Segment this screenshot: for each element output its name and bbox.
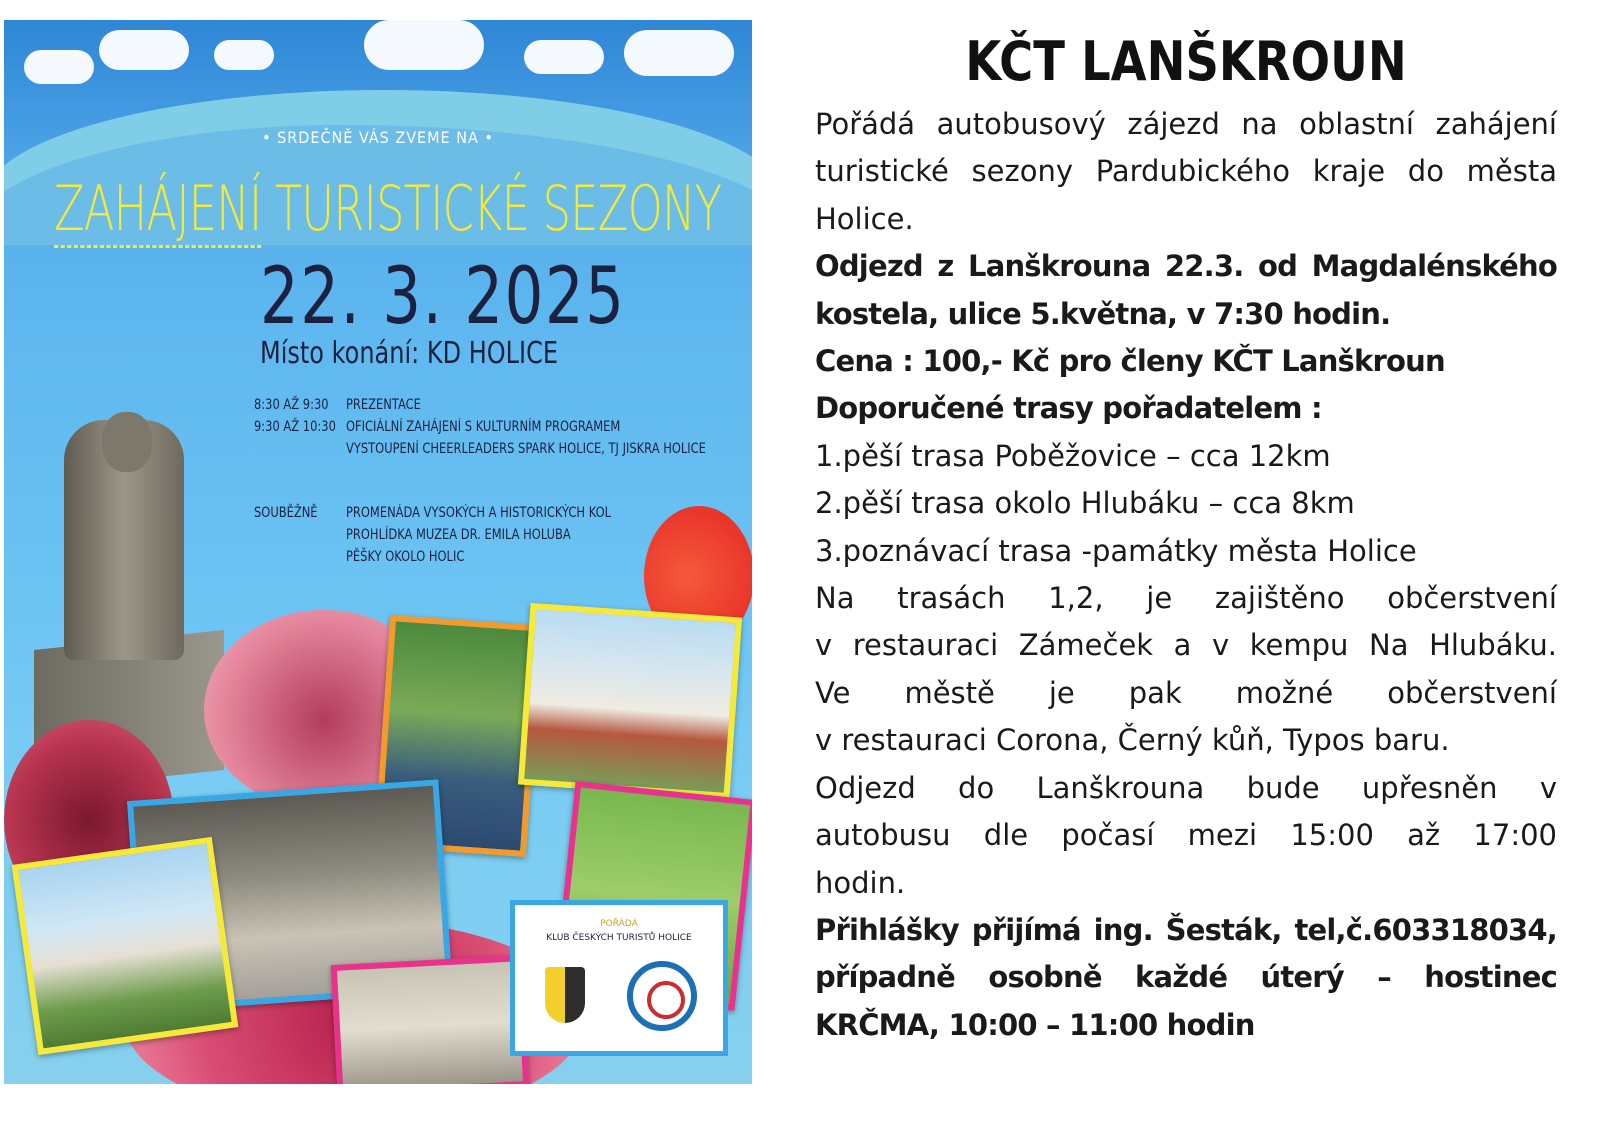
- concurrent-label: SOUBĚŽNĚ: [254, 505, 318, 521]
- route-item: 1.pěší trasa Poběžovice – cca 12km: [815, 438, 1331, 473]
- photo-cyclists: [331, 955, 530, 1084]
- poster-place: Místo konání: KD HOLICE: [260, 336, 558, 371]
- cloud: [99, 30, 189, 70]
- route-item: 2.pěší trasa okolo Hlubáku – cca 8km: [815, 486, 1355, 521]
- photo-town-view: [12, 837, 239, 1055]
- poster-date: 22. 3. 2025: [260, 252, 626, 342]
- text-line: Odjezd do Lanškrouna bude upřesněn v: [815, 770, 1557, 805]
- registration-line: případně osobně každé úterý – hostinec: [815, 960, 1557, 995]
- text-line: Na trasách 1,2, je zajištěno občerstvení: [815, 581, 1557, 616]
- poster-title-part1: ZAHÁJENÍ: [54, 172, 261, 248]
- text-line: v restauraci Corona, Černý kůň, Typos baru.: [815, 723, 1450, 758]
- schedule-item: VYSTOUPENÍ CHEERLEADERS SPARK HOLICE, TJ JISKRA HOLICE: [346, 441, 706, 457]
- holice-crest-icon: [545, 967, 585, 1023]
- event-poster: [4, 20, 752, 1084]
- schedule-time: 8:30 AŽ 9:30: [254, 397, 329, 413]
- organizer-name: KLUB ČESKÝCH TURISTŮ HOLICE: [546, 933, 692, 943]
- poster-invite: • SRDEČNĚ VÁS ZVEME NA •: [262, 128, 494, 147]
- poster-title: [54, 172, 721, 245]
- registration-line: KRČMA, 10:00 – 11:00 hodin: [815, 1007, 1255, 1042]
- routes-heading: Doporučené trasy pořadatelem :: [815, 391, 1322, 426]
- route-item: 3.poznávací trasa -památky města Holice: [815, 533, 1417, 568]
- registration-line: Přihlášky přijímá ing. Šesták, tel,č.603318034,: [815, 912, 1557, 947]
- text-line: v restauraci Zámeček a v kempu Na Hlubáku.: [815, 628, 1557, 663]
- schedule-time: 9:30 AŽ 10:30: [254, 419, 336, 435]
- organizer-logo-box: [510, 900, 728, 1056]
- statue-head: [102, 412, 152, 472]
- concurrent-item: PĚŠKY OKOLO HOLIC: [346, 549, 465, 565]
- text-line: autobusu dle počasí mezi 15:00 až 17:00: [815, 818, 1557, 853]
- text-line: Pořádá autobusový zájezd na oblastní zahájení: [815, 107, 1557, 141]
- text-line: Ve městě je pak možné občerstvení: [815, 675, 1557, 710]
- article: [815, 30, 1557, 1049]
- cloud: [524, 40, 604, 74]
- schedule-item: OFICIÁLNÍ ZAHÁJENÍ S KULTURNÍM PROGRAMEM: [346, 419, 621, 435]
- price-line: Cena : 100,- Kč pro členy KČT Lanškroun: [815, 344, 1445, 379]
- departure-line: kostela, ulice 5.května, v 7:30 hodin.: [815, 296, 1391, 331]
- schedule-item: PREZENTACE: [346, 397, 421, 413]
- poster-title-part2: TURISTICKÉ SEZONY: [274, 172, 722, 245]
- departure-line: Odjezd z Lanškrouna 22.3. od Magdalénského: [815, 249, 1557, 284]
- concurrent-item: PROHLÍDKA MUZEA DR. EMILA HOLUBA: [346, 527, 571, 543]
- text-line: turistické sezony Pardubického kraje do města: [815, 154, 1557, 189]
- concurrent-item: PROMENÁDA VYSOKÝCH A HISTORICKÝCH KOL: [346, 505, 612, 521]
- cloud: [214, 40, 274, 70]
- text-line: Holice.: [815, 201, 914, 236]
- cloud: [364, 20, 484, 70]
- text-line: hodin.: [815, 865, 906, 900]
- cloud: [624, 30, 734, 76]
- cloud: [24, 50, 94, 84]
- kct-badge-icon: [627, 961, 697, 1031]
- organizer-label: POŘÁDÁ: [600, 919, 638, 929]
- photo-chateau: [518, 603, 742, 799]
- article-heading: KČT LANŠKROUN: [965, 30, 1407, 93]
